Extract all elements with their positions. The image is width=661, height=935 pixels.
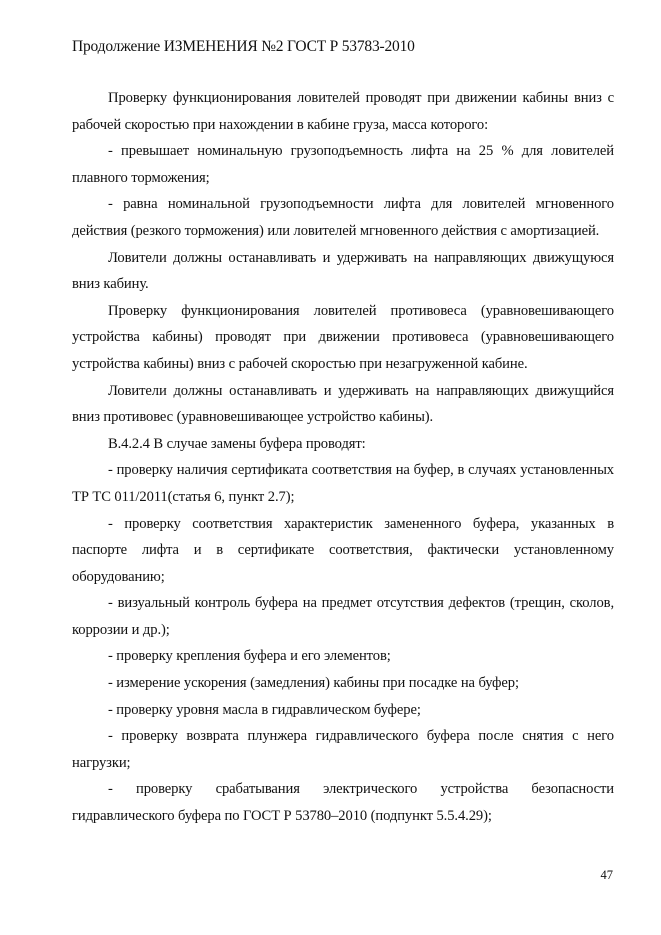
- document-body: [72, 85, 614, 830]
- paragraph-catchers-stop-counterweight: Ловители должны останавливать и удерживать на направляющих движущийся вниз противовес (уравновешивающее устройство кабины).: [72, 382, 614, 426]
- paragraph-counterweight-check: Проверку функционирования ловителей противовеса (уравновешивающего устройства кабины) проводят при движении противовеса (уравновешивающего устройства кабины) вниз с рабочей скоростью при незагруженной кабине.: [72, 302, 614, 372]
- page-number: 47: [600, 868, 613, 882]
- paragraph-catchers-stop-cabin: Ловители должны останавливать и удерживать на направляющих движущуюся вниз кабину.: [72, 249, 614, 293]
- list-item-oil-level: - проверку уровня масла в гидравлическом буфере;: [108, 701, 421, 718]
- list-item-certificate: - проверку наличия сертификата соответствия на буфер, в случаях установленных ТР ТС 011/2011(статья 6, пункт 2.7);: [72, 462, 614, 505]
- list-item-plunger-return: - проверку возврата плунжера гидравлического буфера после снятия с него нагрузки;: [72, 728, 614, 771]
- section-heading-buffer-replacement: В.4.2.4 В случае замены буфера проводят:: [108, 435, 366, 452]
- paragraph-catcher-check: Проверку функционирования ловителей проводят при движении кабины вниз с рабочей скоростью при нахождении в кабине груза, масса которого:: [72, 90, 614, 133]
- list-item-visual-inspection: - визуальный контроль буфера на предмет отсутствия дефектов (трещин, сколов, коррозии и др.);: [72, 595, 614, 638]
- list-item-smooth-braking: - превышает номинальную грузоподъемность лифта на 25 % для ловителей плавного торможения;: [72, 143, 614, 186]
- running-header: Продолжение ИЗМЕНЕНИЯ №2 ГОСТ Р 53783-2010: [72, 38, 415, 55]
- list-item-electrical-safety: - проверку срабатывания электрического устройства безопасности гидравлического буфера по ГОСТ Р 53780–2010 (подпункт 5.5.4.29);: [72, 781, 614, 825]
- list-item-characteristics: - проверку соответствия характеристик замененного буфера, указанных в паспорте лифта и в сертификате соответствия, фактически установленному оборудованию;: [72, 515, 614, 585]
- list-item-instant-action: - равна номинальной грузоподъемности лифта для ловителей мгновенного действия (резкого торможения) или ловителей мгновенного действия с амортизацией.: [72, 196, 614, 239]
- list-item-acceleration: - измерение ускорения (замедления) кабины при посадке на буфер;: [108, 675, 519, 692]
- list-item-mounting: - проверку крепления буфера и его элементов;: [108, 648, 391, 665]
